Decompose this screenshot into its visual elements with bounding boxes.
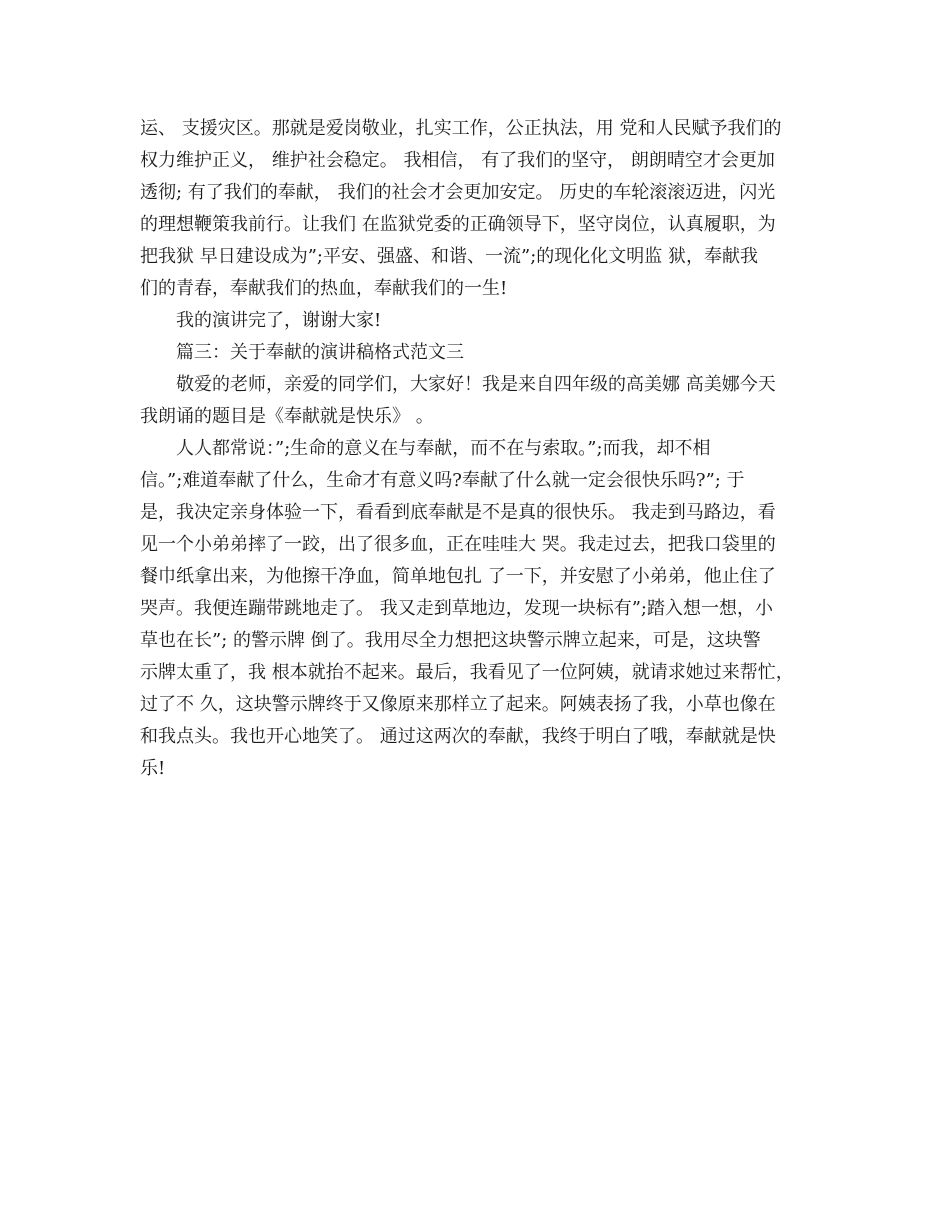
text-line: 乐! bbox=[140, 758, 166, 779]
text-line: 透彻; 有了我们的奉献， 我们的社会才会更加安定。 历史的车轮滚滚迈进，闪光 bbox=[140, 182, 776, 203]
closing-paragraph: 我的演讲完了，谢谢大家! bbox=[176, 310, 382, 331]
text-line: 示牌太重了，我 根本就抬不起来。最后，我看见了一位阿姨，就请求她过来帮忙， bbox=[140, 662, 794, 683]
text-line: 草也在长”; 的警示牌 倒了。我用尽全力想把这块警示牌立起来，可是，这块警 bbox=[140, 630, 761, 651]
text-line: 见一个小弟弟摔了一跤，出了很多血，正在哇哇大 哭。我走过去，把我口袋里的 bbox=[140, 534, 776, 555]
text-line: 运、 支援灾区。那就是爱岗敬业，扎实工作，公正执法，用 党和人民赋予我们的 bbox=[140, 118, 782, 139]
text-line: 和我点头。我也开心地笑了。 通过这两次的奉献，我终于明白了哦，奉献就是快 bbox=[140, 726, 776, 747]
text-line: 过了不 久，这块警示牌终于又像原来那样立了起来。阿姨表扬了我，小草也像在 bbox=[140, 694, 776, 715]
section-heading: 篇三：关于奉献的演讲稿格式范文三 bbox=[176, 342, 464, 363]
greeting-paragraph: 敬爱的老师，亲爱的同学们，大家好！我是来自四年级的高美娜 高美娜今天 bbox=[176, 374, 776, 395]
text-line: 我朗诵的题目是《奉献就是快乐》 。 bbox=[140, 406, 434, 427]
text-line: 们的青春，奉献我们的热血，奉献我们的一生! bbox=[140, 278, 508, 299]
text-line: 的理想鞭策我前行。让我们 在监狱党委的正确领导下，坚守岗位，认真履职，为 bbox=[140, 214, 776, 235]
text-line: 餐巾纸拿出来，为他擦干净血，简单地包扎 了一下，并安慰了小弟弟，他止住了 bbox=[140, 566, 776, 587]
text-line: 权力维护正义， 维护社会稳定。 我相信， 有了我们的坚守， 朗朗晴空才会更加 bbox=[140, 150, 775, 171]
text-line: 信。”;难道奉献了什么，生命才有意义吗?奉献了什么就一定会很快乐吗?”; 于 bbox=[140, 470, 745, 491]
text-line: 把我狱 早日建设成为”;平安、强盛、和谐、一流”;的现化化文明监 狱，奉献我 bbox=[140, 246, 758, 267]
body-paragraph-start: 人人都常说：”;生命的意义在与奉献，而不在与索取。”;而我，却不相 bbox=[176, 438, 711, 459]
text-line: 哭声。我便连蹦带跳地走了。 我又走到草地边，发现一块标有”;踏入想一想，小 bbox=[140, 598, 773, 619]
text-line: 是，我决定亲身体验一下，看看到底奉献是不是真的很快乐。 我走到马路边，看 bbox=[140, 502, 776, 523]
